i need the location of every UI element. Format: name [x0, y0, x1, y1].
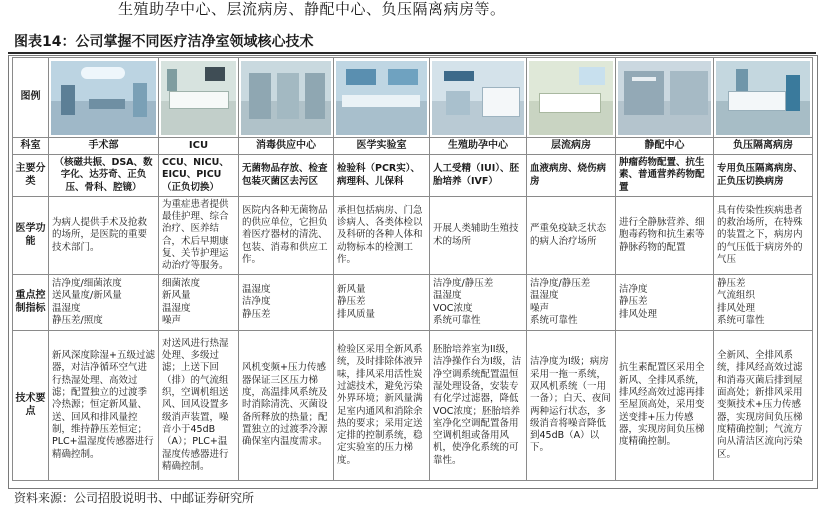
indicator-cell: 洁净度/静压差 温湿度 噪声 系统可靠性 [527, 275, 616, 331]
room-name: 医学实验室 [334, 138, 430, 155]
room-name: 层流病房 [527, 138, 616, 155]
room-name: 消毒供应中心 [239, 138, 334, 155]
function-cell: 为病人提供手术及抢救的场所，是医院的重要技术部门。 [49, 197, 159, 275]
room-row [13, 138, 813, 155]
icu-ward-photo [161, 61, 236, 135]
image-cell [49, 58, 159, 138]
operating-room-photo [51, 61, 156, 135]
tech-cell: 风机变频+压力传感器保证三区压力梯度，高温排风系统及时消除清洗、灭菌设备所释放的热量；配置独立的过渡季冷源确保室内温度需求。 [239, 331, 334, 481]
laminar-ward-photo [529, 61, 613, 135]
indicator-cell: 新风量 静压差 排风质量 [334, 275, 430, 331]
category-cell: 无菌物品存放、检查包装灭菌区去污区 [239, 155, 334, 197]
category-cell: 肿瘤药物配置、抗生素、普通营养药物配置 [616, 155, 714, 197]
image-cell [527, 58, 616, 138]
function-cell: 承担包括病房、门急诊病人、各类体检以及科研的各种人体和动物标本的检测工作。 [334, 197, 430, 275]
function-cell: 医院内各种无菌物品的供应单位，它担负着医疗器材的清洗、包装、消毒和供应工作。 [239, 197, 334, 275]
tech-cell: 检验区采用全新风系统，及时排除体液异味，排风采用活性炭过滤技术，避免污染外界环境；新风量满足室内通风和消除余热的要求；采用定送定排的控制系统，稳定实验室的压力梯度。 [334, 331, 430, 481]
reproductive-center-photo [432, 61, 524, 135]
function-cell: 为重症患者提供最佳护理、综合治疗、医养结合，术后早期康复、关节护理运动治疗等服务。 [159, 197, 239, 275]
category-cell: 专用负压隔离病房、正负压切换病房 [714, 155, 813, 197]
function-cell: 严重免疫缺乏状态的病人治疗场所 [527, 197, 616, 275]
row-header-function: 医学功能 [13, 197, 49, 275]
image-cell [334, 58, 430, 138]
image-cell [430, 58, 527, 138]
indicator-cell: 洁净度 静压差 排风处理 [616, 275, 714, 331]
category-cell: 检验科（PCR实）、病理科、儿保科 [334, 155, 430, 197]
intro-line: 生殖助孕中心、层流病房、静配中心、负压隔离病房等。 [118, 0, 506, 18]
indicator-cell: 静压差 气流组织 排风处理 系统可靠性 [714, 275, 813, 331]
function-cell: 具有传染性疾病患者的救治场所，在特殊的装置之下，病房内的气压低于病房外的气压 [714, 197, 813, 275]
room-name: 静配中心 [616, 138, 714, 155]
tech-cell: 洁净度为I级；病房采用一拖一系统，双风机系统（一用一备）；白天、夜间两种运行状态，多级消音将噪音降低到45dB（A）以下。 [527, 331, 616, 481]
function-row [13, 197, 813, 275]
room-name: 生殖助孕中心 [430, 138, 527, 155]
tech-cell: 新风深度除湿+五级过滤器，对洁净循环空气进行热湿处理、高效过滤；配置独立的过渡季冷热源；恒定新风量、送、回风和排风量控制，维持静压差恒定；PLC+温湿度传感器进行精确控制。 [49, 331, 159, 481]
indicator-cell: 温湿度 洁净度 静压差 [239, 275, 334, 331]
tech-cell: 全新风、全排风系统，排风经高效过滤和消毒灭菌后排到屋面高处；新排风采用变频技术+压力传感器，实现房间负压梯度精确控制；气流方向从清洁区流向污染区。 [714, 331, 813, 481]
tech-cell: 对送风进行热湿处理、多级过滤；上送下回（排）的气流组织，空调机组送风、回风设置多级消声装置，噪音小于45dB（A）；PLC+温湿度传感器进行精确控制。 [159, 331, 239, 481]
category-cell: CCU、NICU、EICU、PICU（正负切换） [159, 155, 239, 197]
image-cell [714, 58, 813, 138]
row-header-tech: 技术要点 [13, 331, 49, 481]
negative-pressure-ward-photo [716, 61, 810, 135]
row-header-indicator: 重点控制指标 [13, 275, 49, 331]
image-cell [239, 58, 334, 138]
function-cell: 开展人类辅助生殖技术的场所 [430, 197, 527, 275]
row-header-category: 主要分类 [13, 155, 49, 197]
image-row [13, 58, 813, 138]
room-name: ICU [159, 138, 239, 155]
indicator-row [13, 275, 813, 331]
room-name: 负压隔离病房 [714, 138, 813, 155]
source-note: 资料来源：公司招股说明书、中邮证券研究所 [14, 491, 255, 505]
medical-lab-photo [336, 61, 427, 135]
figure-title-bar [0, 30, 824, 52]
indicator-cell: 洁净度/静压差 温湿度 VOC浓度 系统可靠性 [430, 275, 527, 331]
category-cell: 人工受精（IUI）、胚胎培养（IVF） [430, 155, 527, 197]
category-cell: 血液病房、烧伤病房 [527, 155, 616, 197]
clean-room-table [12, 57, 813, 481]
room-name: 手术部 [49, 138, 159, 155]
tech-cell: 抗生素配置区采用全新风、全排风系统，排风经高效过滤再排至屋顶高处，采用变送变排+压力传感器，实现房间负压梯度精确控制。 [616, 331, 714, 481]
indicator-cell: 细菌浓度 新风量 温湿度 噪声 [159, 275, 239, 331]
pivas-photo [618, 61, 711, 135]
image-cell [159, 58, 239, 138]
indicator-cell: 洁净度/细菌浓度 送风量度/新风量 温湿度 静压差/照度 [49, 275, 159, 331]
sterile-supply-photo [241, 61, 331, 135]
function-cell: 进行全静脉营养、细胞毒药物和抗生素等静脉药物的配置 [616, 197, 714, 275]
title-rule [8, 52, 816, 54]
category-row [13, 155, 813, 197]
tech-cell: 胚胎培养室为II级，洁净操作台为I级，洁净空调系统配置温恒湿处理设备，安装专有化学过滤器，降低VOC浓度；胚胎培养室净化空调配置备用空调机组或备用风机，使净化系统的可靠性。 [430, 331, 527, 481]
category-cell: （核磁共振、DSA、数字化、达芬奇、正负压、骨科、腔镜） [49, 155, 159, 197]
tech-row [13, 331, 813, 481]
row-header-room: 科室 [13, 138, 49, 155]
row-header-image: 图例 [13, 58, 49, 138]
figure-title: 图表14：公司掌握不同医疗洁净室领域核心技术 [14, 34, 314, 50]
image-cell [616, 58, 714, 138]
